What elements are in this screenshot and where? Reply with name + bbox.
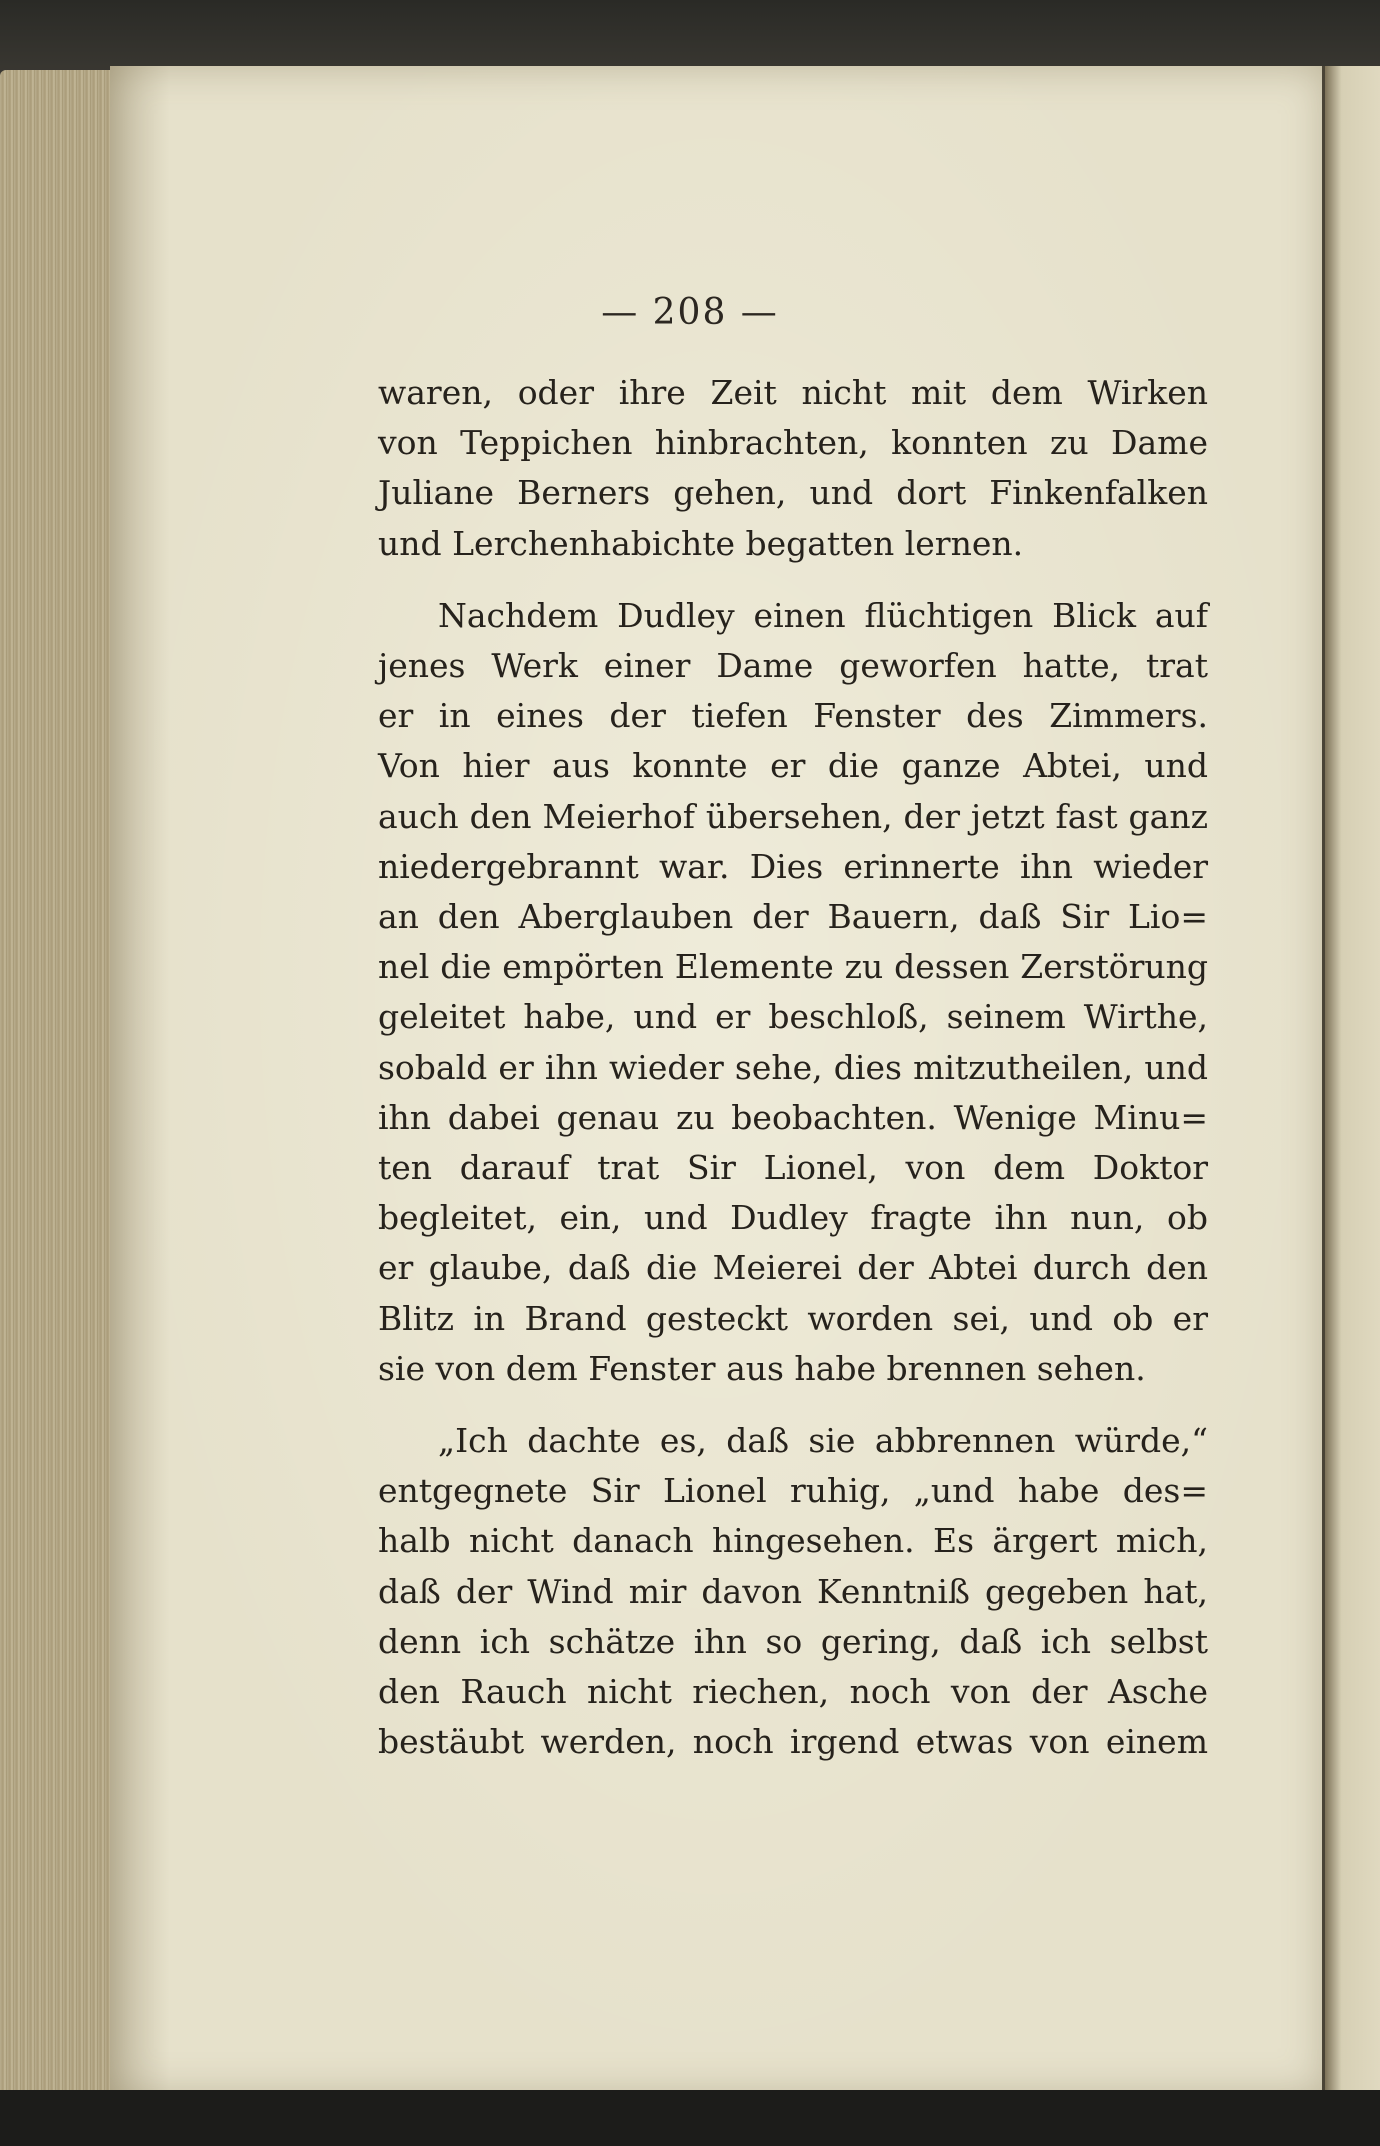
text-line: Juliane Berners gehen, und dort Finkenfalken bbox=[378, 473, 1208, 513]
text-line: Blitz in Brand gesteckt worden sei, und ob er bbox=[378, 1298, 1208, 1338]
text-line: daß der Wind mir davon Kenntniß gegeben hat, bbox=[378, 1571, 1208, 1611]
text-line: geleitet habe, und er beschloß, seinem Wirthe, bbox=[378, 997, 1208, 1037]
text-line: an den Aberglauben der Bauern, daß Sir Lio= bbox=[378, 897, 1208, 937]
text-line: er in eines der tiefen Fenster des Zimmers. bbox=[378, 696, 1208, 736]
text-line: ihn dabei genau zu beobachten. Wenige Minu= bbox=[378, 1097, 1208, 1137]
text-line: er glaube, daß die Meierei der Abtei durch den bbox=[378, 1248, 1208, 1288]
paragraph-2 bbox=[378, 591, 1208, 1394]
text-line: auch den Meierhof übersehen, der jetzt fast ganz bbox=[378, 796, 1208, 836]
paragraph-1 bbox=[378, 368, 1208, 569]
text-line: sobald er ihn wieder sehe, dies mitzutheilen, und bbox=[378, 1047, 1208, 1087]
text-line: waren, oder ihre Zeit nicht mit dem Wirken bbox=[378, 373, 1208, 412]
text-line: niedergebrannt war. Dies erinnerte ihn wieder bbox=[378, 846, 1208, 886]
text-line: ten darauf trat Sir Lionel, von dem Doktor bbox=[378, 1148, 1208, 1188]
text-line: begleitet, ein, und Dudley fragte ihn nun, ob bbox=[378, 1198, 1208, 1238]
text-line: Nachdem Dudley einen flüchtigen Blick auf bbox=[438, 595, 1208, 635]
text-line: von Teppichen hinbrachten, konnten zu Dame bbox=[378, 423, 1208, 463]
text-line: den Rauch nicht riechen, noch von der Asche bbox=[378, 1672, 1208, 1712]
text-line: bestäubt werden, noch irgend etwas von einem bbox=[378, 1722, 1208, 1762]
text-line: „Ich dachte es, daß sie abbrennen würde,“ bbox=[438, 1421, 1208, 1461]
text-line: Von hier aus konnte er die ganze Abtei, und bbox=[378, 746, 1208, 786]
facing-page-edge bbox=[1325, 66, 1380, 2090]
paragraph-3 bbox=[378, 1416, 1208, 1767]
text-line: jenes Werk einer Dame geworfen hatte, trat bbox=[378, 646, 1208, 686]
text-line: nel die empörten Elemente zu dessen Zerstörung bbox=[378, 947, 1208, 987]
text-line: entgegnete Sir Lionel ruhig, „und habe des= bbox=[378, 1471, 1208, 1511]
background-bottom bbox=[0, 2090, 1380, 2146]
text-line: und Lerchenhabichte begatten lernen. bbox=[378, 523, 1024, 563]
text-line: halb nicht danach hingesehen. Es ärgert mich, bbox=[378, 1521, 1208, 1561]
text-line: sie von dem Fenster aus habe brennen sehen. bbox=[378, 1348, 1146, 1388]
text-line: denn ich schätze ihn so gering, daß ich selbst bbox=[378, 1621, 1208, 1661]
body-text bbox=[378, 368, 1208, 1767]
page-number: — 208 — bbox=[601, 292, 779, 333]
